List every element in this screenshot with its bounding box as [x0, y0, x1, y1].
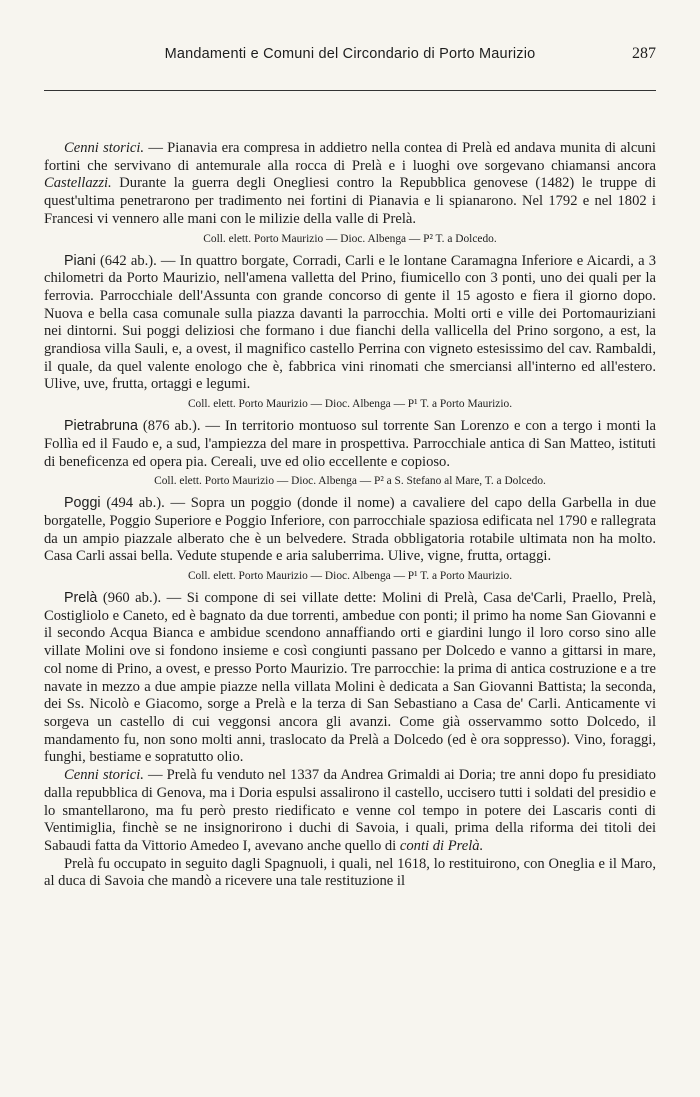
- pietrabruna-entry: [44, 418, 656, 471]
- page: [44, 0, 656, 891]
- prela-entry: [44, 590, 656, 767]
- piani-meta: Coll. elett. Porto Maurizio — Dioc. Albenga — P¹ T. a Porto Maurizio.: [187, 398, 513, 411]
- prela-last-paragraph: Prelà fu occupato in seguito dagli Spagnuoli, i quali, nel 1618, lo restituirono, con Oneglia e il Maro, al duca di Savoia che mandò a ricevere una tale restituzione il: [44, 855, 656, 890]
- pianavia-history-paragraph: [44, 140, 656, 229]
- running-title: Mandamenti e Comuni del Circondario di Porto Maurizio: [164, 46, 536, 62]
- entry-name-poggi: Poggi: [64, 495, 101, 512]
- cenni-storici-label: Cenni storici.: [64, 767, 144, 784]
- paragraph-text: (876 ab.). — In territorio montuoso sul torrente San Lorenzo e con a tergo i monti la Follìa ed il Faudo e, a sud, l'ampiezza del mare in prospettiva. Parrocchiale antica di San Matteo, istituti di beneficenza ed opera pia. Cereali, uve ed olio eccellente e copioso.: [44, 418, 656, 470]
- poggi-meta: Coll. elett. Porto Maurizio — Dioc. Albenga — P¹ T. a Porto Maurizio.: [187, 570, 513, 583]
- paragraph-text: — Prelà fu venduto nel 1337 da Andrea Grimaldi ai Doria; tre anni dopo fu presidiato dalla repubblica di Genova, ma i Doria espulsi assalirono il castello, uccisero tutti i soldati del presidio e lo smantellarono, ma fu però presto riedificato e venne col tempo in potere dei Lascaris conti di Ventimiglia, finchè se ne insignorirono i duchi di Savoia, i quali, prima della riforma dei titoli dei Sabaudi fatta da Vittorio Amedeo I, avevano anche quello di: [44, 767, 656, 854]
- page-header: [44, 46, 656, 91]
- paragraph-text: — Pianavia era compresa in addietro nella contea di Prelà ed andava munita di alcuni fortini che servivano di antemurale alla rocca di Prelà e i luoghi ove sorgevano chiamansi ancora: [44, 140, 656, 174]
- poggi-entry: [44, 495, 656, 566]
- entry-name-pietrabruna: Pietrabruna: [64, 418, 138, 435]
- page-number: 287: [632, 45, 656, 62]
- entry-name-piani: Piani: [64, 252, 96, 269]
- paragraph-text: (494 ab.). — Sopra un poggio (donde il nome) a cavaliere del capo della Garbella in due borgatelle, Poggio Superiore e Poggio Inferiore, con parrocchiale spaziosa edificata nel 1790 e rallegrata da un ampio piazzale alberato che è un belvedere. Strada obbligatoria rotabile ultimata non ha molto. Casa Carli assai bella. Vedute stupende e aria saluberrima. Ulive, vigne, frutta, ortaggi.: [44, 495, 656, 565]
- paragraph-text: (642 ab.). — In quattro borgate, Corradi, Carli e le lontane Caramagna Inferiore e Aicardi, a 3 chilometri da Porto Maurizio, nell'amena valletta del Prino, fiumicello con 3 ponti, uno dei quali per la ferrovia. Parrocchiale dell'Assunta con grande concorso di gente il 15 agosto e fiera il giorno dopo. Nuova e bella casa comunale sulla piazza davanti la parrocchia. Molti orti e ville dei Portomauriziani nei dintorni. Sui poggi deliziosi che formano i due fianchi della vallicella del Prino sorgono, a est, la grandiosa villa Sauli, e, a ovest, il magnifico castello Perrina con vigneto estesissimo del cav. Rambaldi, il quale, da quel valente enologo che è, fabbrica vini rinomati che smerciansi all'interno ed all'estero. Ulive, uve, frutta, ortaggi e legumi.: [44, 252, 656, 393]
- castellazzi-term: Castellazzi.: [44, 175, 112, 192]
- pianavia-meta: Coll. elett. Porto Maurizio — Dioc. Albenga — P² T. a Dolcedo.: [203, 232, 497, 245]
- entry-name-prela: Prelà: [64, 590, 98, 607]
- conti-di-prela-term: conti di Prelà.: [399, 837, 484, 854]
- paragraph-text: Durante la guerra degli Onegliesi contro la Repubblica genovese (1482) le truppe di quest'ultima penetrarono per tradimento nei fortini di Pianavia e li spianarono. Nel 1792 e nel 1802 i Francesi vi vennero alle mani con le milizie della valle di Prelà.: [44, 175, 656, 227]
- page-content: [44, 140, 656, 891]
- paragraph-text: (960 ab.). — Si compone di sei villate dette: Molini di Prelà, Casa de'Carli, Praello, Prelà, Costigliolo e Caneto, ed è bagnato da due torrenti, ambedue con ponti; il primo ha nome San Giovanni e il secondo Acqua Bianca e ambidue scendono annaffiando orti e giardini lungo il loro corso sino alle villate Molini ove si fondono insieme e così congiunti passano per Dolcedo e vanno a gittarsi in mare, col nome di Prino, a ovest, e presso Porto Maurizio. Tre parrocchie: la prima di antica costruzione e a tre navate in mezzo a due ampie piazze nella villata Molini è dedicata a San Giovanni Battista; la seconda, dei Ss. Nicolò e Giacomo, sorge a Prelà e la terza di San Sebastiano a Casa de' Carli. Anticamente vi sorgeva un castello di cui veggonsi ancora gli avanzi. Come già osservammo sotto Dolcedo, il mandamento fu, non sono molti anni, traslocato da Prelà a Dolcedo (ed è ora soppresso). Vino, foraggi, funghi, bestiame e sopratutto olio.: [44, 590, 656, 766]
- piani-entry: [44, 253, 656, 395]
- cenni-storici-label: Cenni storici.: [64, 140, 145, 156]
- prela-history-paragraph: [44, 767, 656, 856]
- pietrabruna-meta: Coll. elett. Porto Maurizio — Dioc. Albenga — P² a S. Stefano al Mare, T. a Dolcedo.: [154, 475, 546, 488]
